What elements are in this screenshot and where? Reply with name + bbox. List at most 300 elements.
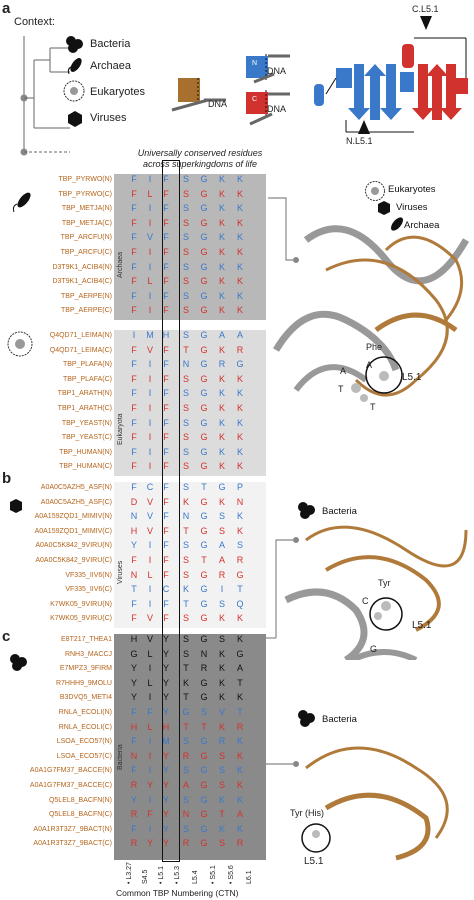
- residue: K: [236, 276, 243, 287]
- residue: S: [182, 634, 189, 644]
- residue: K: [236, 634, 243, 644]
- residue: L: [147, 677, 153, 688]
- residue: K: [218, 388, 225, 399]
- residue: T: [183, 598, 189, 609]
- row-label: K7WK05_9VIRU(C): [50, 615, 112, 623]
- row-label: TBP_PLAFA(N): [62, 361, 112, 369]
- residue: G: [200, 584, 208, 595]
- structure-2-bacteria: [266, 510, 474, 660]
- residue: G: [200, 217, 208, 228]
- row-label: Q5LEL8_BACFN(C): [48, 811, 112, 819]
- alignment-header-line-2: across superkingdoms of life: [142, 159, 258, 169]
- residue: I: [148, 446, 152, 457]
- struct2-c: C: [362, 596, 369, 606]
- residue: S: [182, 261, 189, 272]
- row-label: E8T217_THEA1: [61, 636, 112, 643]
- residue: K: [236, 305, 243, 316]
- axis-tick: • S5.6: [228, 865, 235, 884]
- residue: F: [163, 276, 169, 287]
- residue: G: [236, 569, 244, 580]
- residue: K: [236, 750, 243, 761]
- residue: F: [163, 247, 169, 257]
- residue: V: [146, 613, 153, 624]
- residue: T: [183, 663, 189, 674]
- residue: K: [218, 344, 225, 355]
- residue: F: [163, 261, 169, 272]
- residue: H: [162, 330, 170, 340]
- residue: K: [218, 290, 225, 301]
- row-label: TBP_PYRWO(C): [58, 190, 112, 198]
- residue: K: [218, 417, 225, 428]
- callout-n-l51: N.L5.1: [346, 136, 373, 146]
- row-label: R7HHH9_9MOLU: [55, 679, 112, 687]
- residue: N: [182, 511, 190, 522]
- residue: S: [182, 613, 189, 624]
- row-label: TBP1_ARATH(N): [57, 390, 112, 398]
- residue: G: [200, 276, 208, 287]
- residue: K: [218, 261, 225, 272]
- dna-box-letter-c: C: [252, 96, 258, 103]
- group-label-viruses: Viruses: [117, 560, 124, 584]
- residue: A: [236, 330, 243, 340]
- row-label: K7WK05_9VIRU(N): [50, 600, 112, 608]
- alignment-header-line-1: Universally conserved residues: [137, 148, 263, 158]
- residue: F: [131, 232, 137, 243]
- residue: K: [218, 373, 225, 384]
- residue: S: [182, 569, 189, 580]
- residue: G: [200, 188, 208, 199]
- residue: I: [148, 203, 152, 214]
- legend-eukaryotes: Eukaryotes: [388, 184, 436, 195]
- residue: G: [200, 461, 208, 472]
- row-label: VF335_IIV6(N): [65, 571, 112, 579]
- axis-tick: S4.5: [142, 869, 149, 884]
- residue: S: [182, 330, 189, 340]
- residue: S: [182, 432, 189, 443]
- row-label: A0A1G7FM37_BACCE(N): [29, 767, 112, 775]
- residue: G: [200, 305, 208, 316]
- row-label: A0A0C5K842_9VIRU(C): [35, 557, 112, 564]
- residue: K: [218, 217, 225, 228]
- bacteria-icon: [64, 34, 86, 54]
- residue: K: [218, 188, 225, 199]
- residue: S: [182, 388, 189, 399]
- row-label: B3DVQ5_METI4: [59, 694, 112, 702]
- residue: S: [182, 276, 189, 287]
- residue: Y: [162, 750, 169, 761]
- residue: G: [200, 780, 208, 790]
- residue: G: [200, 432, 208, 443]
- residue: S: [182, 446, 189, 457]
- residue: G: [200, 247, 208, 257]
- residue: K: [218, 403, 225, 413]
- residue: S: [182, 648, 189, 659]
- residue: I: [148, 261, 152, 272]
- residue: K: [218, 496, 225, 507]
- row-label: VF335_IIV6(C): [65, 586, 112, 594]
- eukaryotes-icon: [62, 79, 86, 103]
- struct1-phe: Phe: [366, 342, 383, 352]
- residue: K: [218, 174, 225, 184]
- residue: F: [163, 613, 169, 624]
- residue: K: [236, 290, 243, 301]
- residue: S: [182, 305, 189, 316]
- residue: K: [182, 584, 189, 595]
- residue: F: [163, 388, 169, 399]
- residue: G: [200, 838, 208, 849]
- residue: I: [148, 461, 152, 472]
- residue: T: [237, 584, 243, 595]
- residue: Y: [162, 707, 169, 717]
- row-label: A0A0C5AZH5_ASF(C): [40, 498, 112, 506]
- residue: T: [183, 525, 189, 536]
- struct2-l51: L5.1: [412, 620, 432, 631]
- row-label: TBP_YEAST(N): [61, 419, 112, 427]
- residue: K: [236, 432, 243, 443]
- row-label: A0A0C5AZH5_ASF(N): [40, 484, 112, 491]
- struct3-tyr-his: Tyr (His): [290, 808, 324, 818]
- group-label-eukaryota: Eukaryota: [117, 413, 124, 445]
- residue: V: [146, 634, 153, 644]
- residue: S: [182, 203, 189, 214]
- row-label: TBP_METJA(N): [61, 205, 112, 213]
- residue: K: [218, 203, 225, 214]
- residue: Y: [162, 809, 169, 820]
- residue: T: [219, 809, 225, 820]
- axis-tick: • L5.1: [158, 865, 165, 884]
- row-label: TBP_AERPE(N): [61, 292, 112, 300]
- residue: K: [236, 403, 243, 413]
- residue: F: [163, 555, 169, 565]
- residue: S: [182, 217, 189, 228]
- residue: Y: [146, 838, 153, 849]
- residue: G: [182, 707, 190, 717]
- residue: S: [182, 232, 189, 243]
- row-label: A0A159ZQD1_MIMIV(C): [34, 527, 112, 535]
- residue: S: [218, 525, 225, 536]
- row-label: TBP_AERPE(C): [61, 307, 112, 315]
- residue: S: [182, 417, 189, 428]
- residue: K: [236, 780, 243, 790]
- struct1-l51: L5.1: [402, 372, 422, 383]
- residue: F: [131, 613, 137, 624]
- residue: F: [163, 359, 169, 370]
- residue: K: [218, 692, 225, 703]
- dna-box-letter-n: N: [252, 60, 258, 67]
- residue: F: [131, 765, 137, 776]
- row-label: LSOA_ECO57(C): [56, 752, 112, 760]
- residue: G: [200, 373, 208, 384]
- residue: F: [131, 482, 137, 492]
- struct1-t1: T: [338, 384, 344, 394]
- residue: I: [148, 373, 152, 384]
- residue: I: [148, 217, 152, 228]
- residue: F: [163, 525, 169, 536]
- residue: S: [182, 823, 189, 834]
- row-label: TBP_ARCFU(C): [60, 249, 112, 256]
- residue: F: [131, 290, 137, 301]
- residue: I: [220, 584, 224, 595]
- residue: I: [148, 736, 152, 747]
- legend-archaea: Archaea: [404, 220, 440, 231]
- residue: S: [218, 598, 225, 609]
- residue: Y: [162, 634, 169, 644]
- residue: Y: [146, 780, 153, 790]
- residue: F: [163, 446, 169, 457]
- residue: F: [163, 540, 169, 551]
- dna-label-3: DNA: [267, 104, 287, 114]
- virus-icon: [66, 110, 84, 128]
- residue: I: [148, 794, 152, 805]
- residue: S: [218, 765, 225, 776]
- row-label: TBP1_ARATH(C): [57, 405, 112, 412]
- residue: I: [148, 750, 152, 761]
- residue: G: [200, 677, 208, 688]
- residue: C: [162, 584, 170, 595]
- residue: G: [200, 232, 208, 243]
- structure-3-bacteria: [266, 728, 474, 868]
- context-bacteria: Bacteria: [90, 38, 131, 50]
- residue: H: [130, 634, 138, 644]
- row-label: TBP_PLAFA(C): [62, 375, 112, 383]
- residue: N: [130, 750, 138, 761]
- residue: V: [146, 496, 153, 507]
- dna-binding-cartoon: [168, 48, 298, 138]
- residue: F: [163, 203, 169, 214]
- residue: G: [200, 290, 208, 301]
- residue: F: [147, 707, 153, 717]
- residue: A: [218, 555, 225, 565]
- residue: A: [218, 330, 225, 340]
- residue: G: [200, 765, 208, 776]
- residue: C: [146, 482, 154, 492]
- legend-viruses: Viruses: [396, 202, 428, 213]
- residue: G: [200, 417, 208, 428]
- struct3-bacteria-icon: [296, 708, 318, 728]
- residue: G: [200, 692, 208, 703]
- residue: A: [236, 663, 243, 674]
- residue: G: [200, 174, 208, 184]
- residue: R: [130, 809, 138, 820]
- residue: Y: [130, 677, 137, 688]
- residue: K: [236, 736, 243, 747]
- residue: F: [163, 482, 169, 492]
- residue: Y: [130, 692, 137, 703]
- archaea-icon: [66, 55, 86, 77]
- residue: G: [200, 525, 208, 536]
- row-label: TBP_YEAST(C): [61, 434, 112, 442]
- residue: Y: [130, 794, 137, 805]
- residue: R: [200, 663, 208, 674]
- row-label: TBP_PYRWO(N): [58, 176, 112, 183]
- residue: F: [131, 388, 137, 399]
- context-eukaryotes: Eukaryotes: [90, 86, 146, 98]
- residue: T: [131, 584, 137, 595]
- row-label: RNH3_MACCJ: [64, 650, 112, 658]
- residue: F: [131, 276, 137, 287]
- residue: S: [182, 403, 189, 413]
- residue: Q: [236, 598, 244, 609]
- panel-letter-a: a: [2, 0, 11, 17]
- residue: Y: [162, 838, 169, 849]
- row-label: A0A1R3T3Z7_9BACT(C): [33, 840, 112, 848]
- residue: F: [163, 461, 169, 472]
- residue: H: [130, 525, 138, 536]
- residue: I: [148, 432, 152, 443]
- residue: G: [200, 203, 208, 214]
- residue: R: [236, 344, 244, 355]
- residue: F: [163, 373, 169, 384]
- residue: F: [131, 823, 137, 834]
- residue: G: [200, 344, 208, 355]
- residue: I: [148, 290, 152, 301]
- residue: F: [131, 188, 137, 199]
- residue: N: [200, 648, 208, 659]
- residue: S: [182, 736, 189, 747]
- residue: F: [163, 403, 169, 413]
- residue: K: [218, 721, 225, 732]
- residue: V: [146, 511, 153, 522]
- residue: K: [236, 203, 243, 214]
- residue: V: [218, 707, 225, 717]
- residue: F: [163, 432, 169, 443]
- residue: K: [218, 613, 225, 624]
- dna-label-1: DNA: [208, 99, 228, 109]
- residue: H: [162, 721, 170, 732]
- axis-tick: • L3.27: [126, 862, 133, 884]
- alignment-header: [120, 148, 280, 170]
- residue: R: [182, 750, 190, 761]
- row-label: Q4QD71_LEIMA(C): [49, 346, 112, 354]
- residue: T: [201, 555, 207, 565]
- residue: F: [131, 736, 137, 747]
- residue: G: [200, 750, 208, 761]
- residue: N: [130, 511, 138, 522]
- dna-label-2: DNA: [267, 66, 287, 76]
- residue: F: [131, 555, 137, 565]
- residue: K: [218, 794, 225, 805]
- residue: F: [163, 290, 169, 301]
- panel-letter-b: b: [2, 470, 12, 487]
- residue: F: [131, 446, 137, 457]
- residue: H: [130, 721, 138, 732]
- residue: F: [131, 247, 137, 257]
- row-label: LSOA_ECO57(N): [56, 738, 112, 746]
- residue: G: [200, 359, 208, 370]
- residue: S: [182, 290, 189, 301]
- residue: R: [218, 569, 226, 580]
- row-label: A0A159ZQD1_MIMIV(N): [34, 513, 112, 521]
- residue: S: [182, 247, 189, 257]
- row-label: Q4QD71_LEIMA(N): [49, 332, 112, 339]
- residue: K: [236, 525, 243, 536]
- row-label: RNLA_ECOLI(C): [58, 723, 112, 731]
- residue: G: [200, 330, 208, 340]
- residue: I: [148, 555, 152, 565]
- row-label: TBP_METJA(C): [61, 219, 112, 227]
- residue: S: [182, 765, 189, 776]
- residue: K: [218, 232, 225, 243]
- callout-c-l51: C.L5.1: [412, 4, 439, 14]
- residue: I: [148, 765, 152, 776]
- struct1-t2: T: [370, 402, 376, 412]
- row-label: D3T9K1_ACIB4(N): [52, 263, 112, 271]
- residue: Y: [162, 823, 169, 834]
- residue: R: [236, 555, 244, 565]
- residue: A: [218, 540, 225, 551]
- row-label: A0A1R3T3Z7_9BACT(N): [33, 825, 112, 833]
- residue: F: [163, 569, 169, 580]
- residue: S: [182, 188, 189, 199]
- residue: S: [182, 794, 189, 805]
- residue: K: [218, 677, 225, 688]
- residue: K: [236, 373, 243, 384]
- residue: S: [218, 780, 225, 790]
- axis-title: Common TBP Numbering (CTN): [116, 888, 239, 898]
- residue: S: [200, 707, 207, 717]
- residue: I: [148, 417, 152, 428]
- residue: Y: [162, 780, 169, 790]
- residue: F: [131, 373, 137, 384]
- residue: K: [218, 276, 225, 287]
- residue: S: [182, 461, 189, 472]
- row-label: RNLA_ECOLI(N): [58, 709, 112, 716]
- row-label: TBP_HUMAN(C): [59, 463, 112, 471]
- residue: F: [131, 261, 137, 272]
- residue: A: [182, 780, 189, 790]
- residue: K: [236, 232, 243, 243]
- residue: I: [148, 663, 152, 674]
- struct2-g: G: [370, 644, 378, 654]
- residue: F: [131, 598, 137, 609]
- residue: F: [131, 359, 137, 370]
- residue: Y: [162, 692, 169, 703]
- residue: I: [148, 823, 152, 834]
- residue: I: [148, 584, 152, 595]
- residue: Y: [162, 663, 169, 674]
- structure-1-archaea-eukaryote: [266, 180, 474, 470]
- residue: R: [236, 838, 244, 849]
- residue: F: [163, 305, 169, 316]
- residue: F: [131, 217, 137, 228]
- residue: K: [182, 677, 189, 688]
- residue: F: [163, 217, 169, 228]
- residue: G: [200, 540, 208, 551]
- residue: V: [146, 232, 153, 243]
- residue: T: [237, 677, 243, 688]
- residue: R: [182, 838, 190, 849]
- residue: K: [218, 461, 225, 472]
- residue: M: [146, 330, 154, 340]
- residue: F: [163, 496, 169, 507]
- residue: Y: [162, 794, 169, 805]
- residue: L: [147, 721, 153, 732]
- context-viruses: Viruses: [90, 112, 127, 124]
- row-label: E7MPZ3_9FIRM: [59, 665, 112, 673]
- struct3-l51: L5.1: [304, 856, 324, 867]
- residue: I: [148, 403, 152, 413]
- residue: Y: [162, 765, 169, 776]
- residue: Y: [162, 677, 169, 688]
- residue: K: [218, 432, 225, 443]
- context-archaea: Archaea: [90, 60, 131, 72]
- residue: S: [182, 373, 189, 384]
- residue: F: [163, 232, 169, 243]
- residue: F: [163, 598, 169, 609]
- axis-tick: • S5.1: [210, 865, 217, 884]
- residue: G: [200, 634, 208, 644]
- residue: I: [148, 540, 152, 551]
